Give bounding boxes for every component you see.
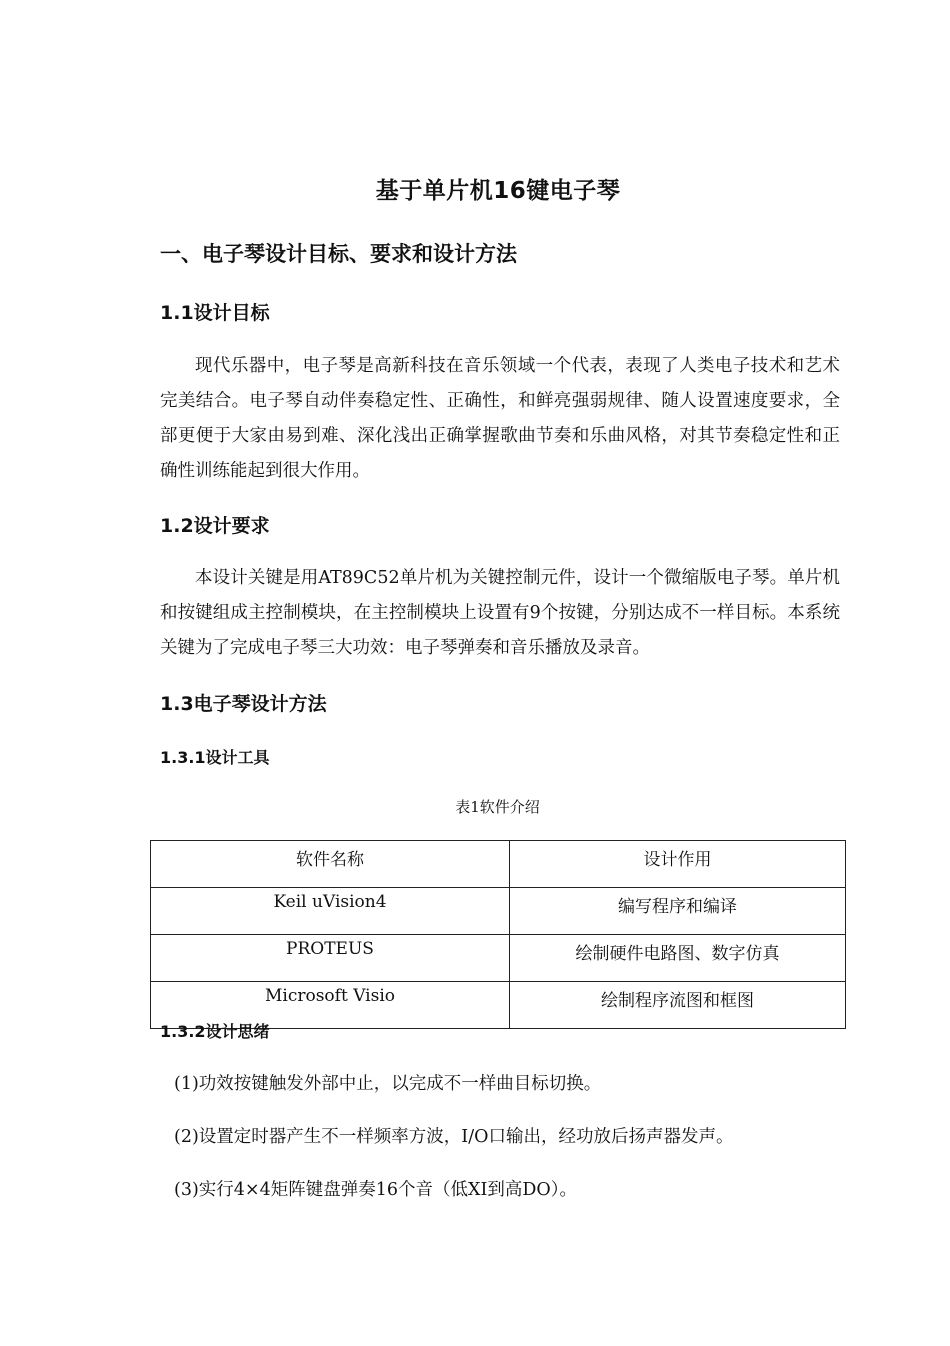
document-title: 基于单片机16键电子琴 <box>375 178 621 204</box>
table-cell: 编写程序和编译 <box>510 888 846 935</box>
table-header-row <box>151 841 846 888</box>
software-table <box>150 840 846 1029</box>
table-cell: Keil uVision4 <box>151 888 510 935</box>
table-row <box>151 935 846 982</box>
section-heading-1-2: 1.2设计要求 <box>160 515 270 537</box>
table-header-cell: 设计作用 <box>510 841 846 888</box>
list-item: (1)功效按键触发外部中止，以完成不一样曲目标切换。 <box>174 1074 602 1094</box>
list-item: (2)设置定时器产生不一样频率方波，I/O口输出，经功放后扬声器发声。 <box>174 1127 734 1147</box>
table-cell: Microsoft Visio <box>151 982 510 1029</box>
table-caption: 表1软件介绍 <box>455 798 540 816</box>
table-header-cell: 软件名称 <box>151 841 510 888</box>
paragraph-design-requirements: 本设计关键是用AT89C52单片机为关键控制元件，设计一个微缩版电子琴。单片机和按键组成主控制模块，在主控制模块上设置有9个按键，分别达成不一样目标。本系统关键为了完成电子琴三大功效：电子琴弹奏和音乐播放及录音。 <box>160 568 840 658</box>
section-heading-1-3-1: 1.3.1设计工具 <box>160 748 270 767</box>
table-cell: PROTEUS <box>151 935 510 982</box>
paragraph-design-goal: 现代乐器中，电子琴是高新科技在音乐领域一个代表，表现了人类电子技术和艺术完美结合。电子琴自动伴奏稳定性、正确性，和鲜亮强弱规律、随人设置速度要求，全部更便于大家由易到难、深化浅出正确掌握歌曲节奏和乐曲风格，对其节奏稳定性和正确性训练能起到很大作用。 <box>160 356 840 481</box>
table-cell: 绘制硬件电路图、数字仿真 <box>510 935 846 982</box>
section-heading-1-1: 1.1设计目标 <box>160 302 270 324</box>
table-cell: 绘制程序流图和框图 <box>510 982 846 1029</box>
table-row <box>151 888 846 935</box>
section-heading-1: 一、电子琴设计目标、要求和设计方法 <box>160 242 517 266</box>
section-heading-1-3: 1.3电子琴设计方法 <box>160 693 327 715</box>
section-heading-1-3-2: 1.3.2设计思绪 <box>160 1022 270 1041</box>
list-item: (3)实行4×4矩阵键盘弹奏16个音（低XI到高DO）。 <box>174 1180 577 1200</box>
